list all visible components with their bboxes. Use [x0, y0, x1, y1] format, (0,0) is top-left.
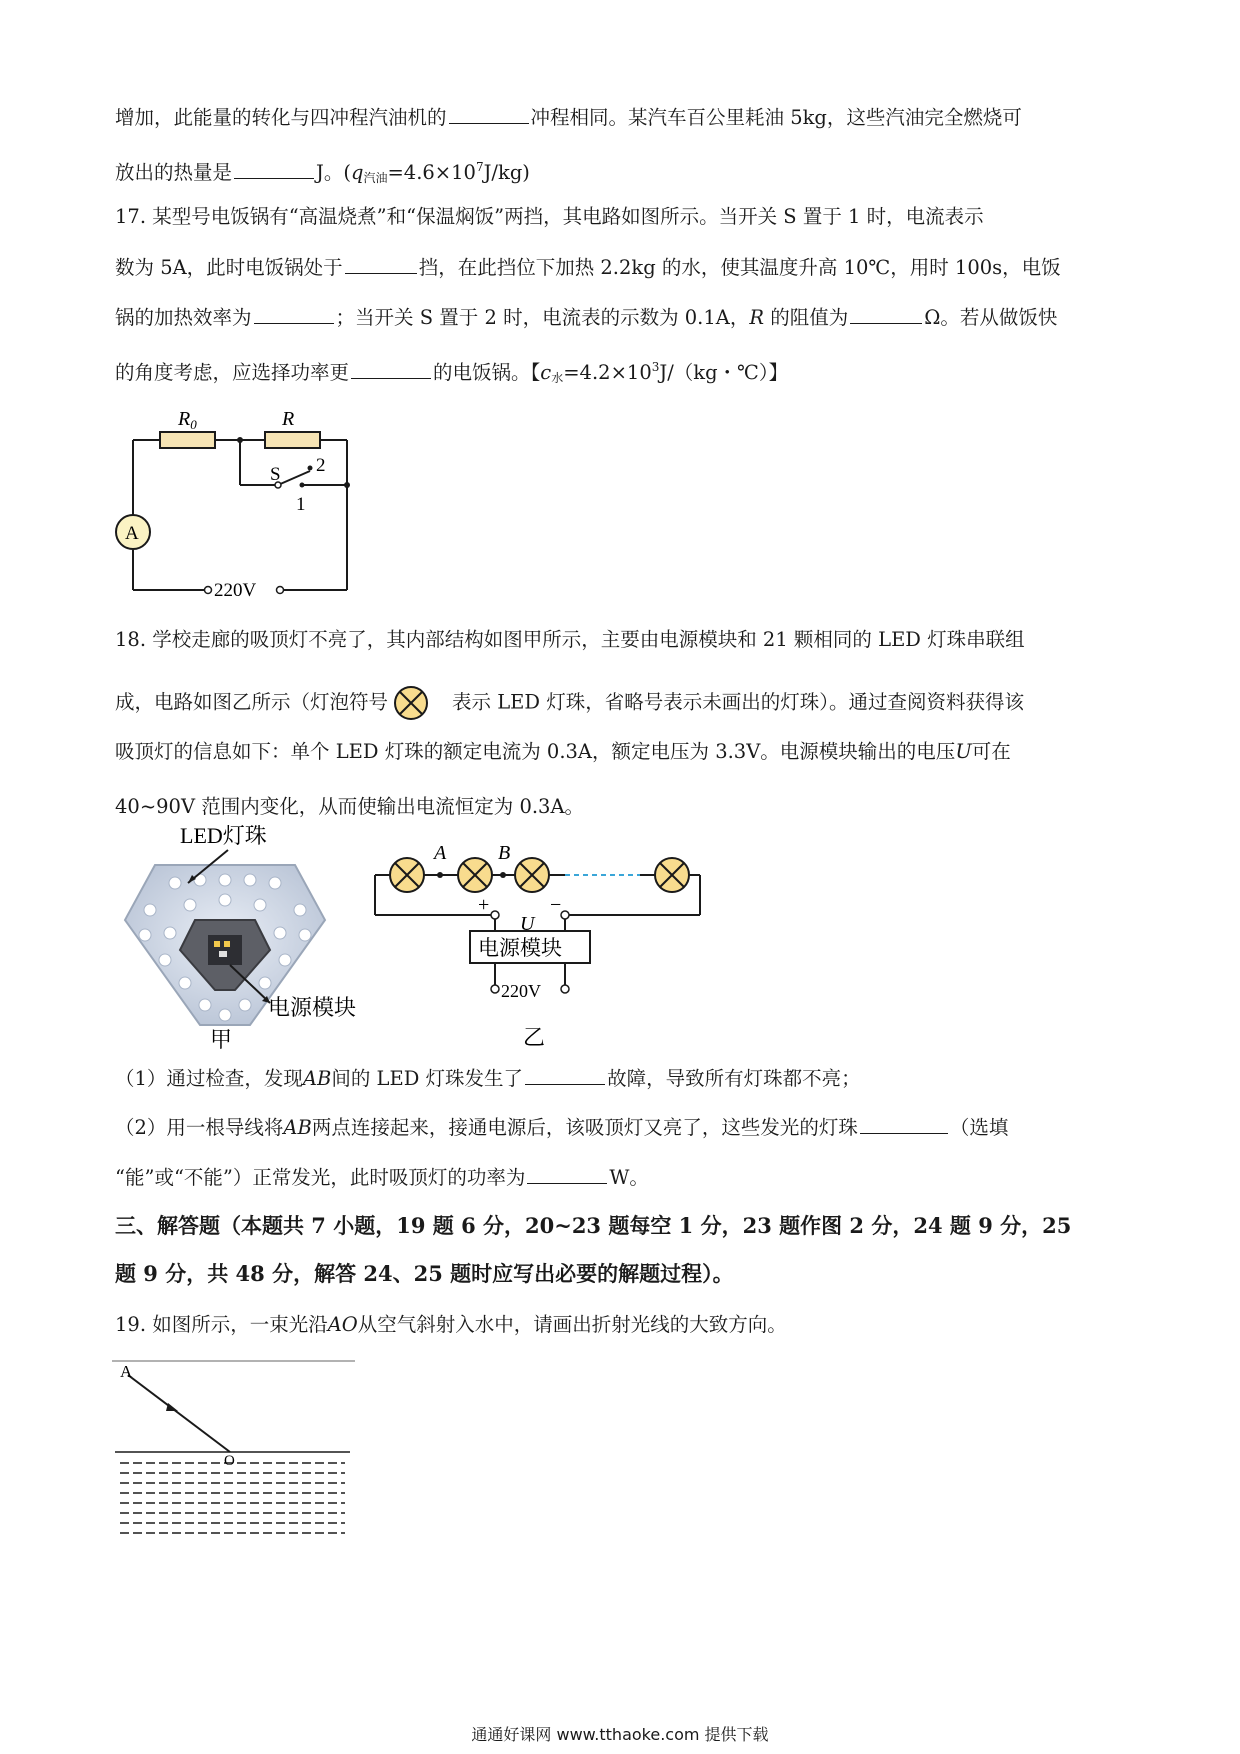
incident-ray [128, 1375, 230, 1452]
point-a [437, 872, 443, 878]
svg-text:乙: 乙 [523, 1025, 546, 1050]
svg-text:−: − [550, 894, 562, 916]
ray-arrow-icon [166, 1403, 178, 1411]
svg-text:U: U [520, 913, 535, 935]
q16-line-2: 放出的热量是 J。$(q_{汽油}=4.6\times 10^7J/kg)$ [115, 160, 530, 185]
answer-blank[interactable] [525, 1066, 605, 1085]
led-bulb-icon [392, 684, 430, 722]
q17-line-1: 17. 某型号电饭锅有“高温烧煮”和“保温焖饭”两挡，其电路如图所示。当开关 S 置于 1 时，电流表示 [115, 205, 984, 228]
answer-blank[interactable] [449, 105, 529, 124]
q17-line-3: 锅的加热效率为 ；当开关 S 置于 2 时，电流表的示数为 0.1A，R 的阻值为 Ω。若从做饭快 [115, 306, 1058, 329]
refraction-diagram [110, 1355, 360, 1555]
svg-text:220V: 220V [214, 580, 257, 600]
answer-blank[interactable] [351, 360, 431, 379]
svg-text:O: O [224, 1453, 235, 1469]
terminal-right [277, 587, 284, 594]
page-footer: 通通好课网 www.tthaoke.com 提供下载 [471, 1725, 769, 1744]
svg-text:电源模块: 电源模块 [478, 936, 562, 960]
svg-text:1: 1 [296, 494, 306, 515]
q18-part-2: （2）用一根导线将AB两点连接起来，接通电源后，该吸顶灯又亮了，这些发光的灯珠 （选填 [115, 1116, 1009, 1139]
svg-text:R: R [282, 408, 295, 430]
svg-text:220V: 220V [501, 981, 541, 1001]
q18-line-4: 40~90V 范围内变化，从而使输出电流恒定为 0.3A。 [115, 795, 585, 818]
answer-blank[interactable] [860, 1115, 948, 1134]
q18-line-2: 成，电路如图乙所示（灯泡符号 表示 LED 灯珠，省略号表示未画出的灯珠）。通过查阅资料获得该 [115, 684, 1024, 722]
q19-line-1: 19. 如图所示，一束光沿AO从空气斜射入水中，请画出折射光线的大致方向。 [115, 1313, 787, 1336]
answer-blank[interactable] [850, 305, 922, 324]
svg-text:LED灯珠: LED灯珠 [180, 825, 267, 848]
svg-text:+: + [478, 894, 490, 916]
svg-text:A: A [120, 1362, 133, 1381]
q18-line-3: 吸顶灯的信息如下：单个 LED 灯珠的额定电流为 0.3A，额定电压为 3.3V。电源模块输出的电压U可在 [115, 740, 1011, 763]
q18-part-1: （1）通过检查，发现AB间的 LED 灯珠发生了 故障，导致所有灯珠都不亮； [115, 1067, 861, 1090]
svg-text:R0: $R_0$ [178, 408, 197, 432]
resistor-r0 [160, 432, 215, 448]
svg-text:S: S [270, 464, 281, 485]
rice-cooker-circuit-diagram [110, 395, 370, 600]
switch-contact-2 [308, 466, 313, 471]
terminal-left [205, 587, 212, 594]
svg-text:B: B [498, 842, 511, 864]
answer-blank[interactable] [527, 1165, 607, 1184]
q17-line-4: 的角度考虑，应选择功率更 的电饭锅。【$c_水=4.2\times 10^3J/(kg$・℃）】 [115, 360, 789, 385]
switch-contact-1 [300, 483, 305, 488]
svg-text:A: A [434, 842, 447, 864]
svg-text:电源模块: 电源模块 [268, 995, 357, 1020]
svg-text:A: A [125, 523, 139, 544]
q17-line-2: 数为 5A，此时电饭锅处于 挡，在此挡位下加热 2.2kg 的水，使其温度升高 10℃，用时 100s，电饭 [115, 256, 1061, 279]
point-b [500, 872, 506, 878]
led-series-circuit [370, 835, 705, 1050]
answer-blank[interactable] [234, 160, 314, 179]
section-3-heading-cont: 题 9 分，共 48 分，解答 24、25 题时应写出必要的解题过程）。 [115, 1261, 734, 1286]
q18-line-1: 18. 学校走廊的吸顶灯不亮了，其内部结构如图甲所示，主要由电源模块和 21 颗相同的 LED 灯珠串联组 [115, 628, 1025, 651]
svg-text:甲: 甲 [210, 1027, 233, 1050]
answer-blank[interactable] [254, 305, 334, 324]
q18-part-2-cont: “能”或“不能”）正常发光，此时吸顶灯的功率为 W。 [115, 1166, 649, 1189]
svg-text:2: 2 [316, 455, 326, 476]
q16-line-1: 增加，此能量的转化与四冲程汽油机的 冲程相同。某汽车百公里耗油 5kg，这些汽油完全燃烧可 [115, 106, 1022, 129]
ceiling-lamp-photo [110, 825, 365, 1050]
resistor-r [265, 432, 320, 448]
answer-blank[interactable] [345, 255, 417, 274]
section-3-heading: 三、解答题（本题共 7 小题，19 题 6 分，20~23 题每空 1 分，23 题作图 2 分，24 题 9 分，25 [115, 1213, 1072, 1238]
